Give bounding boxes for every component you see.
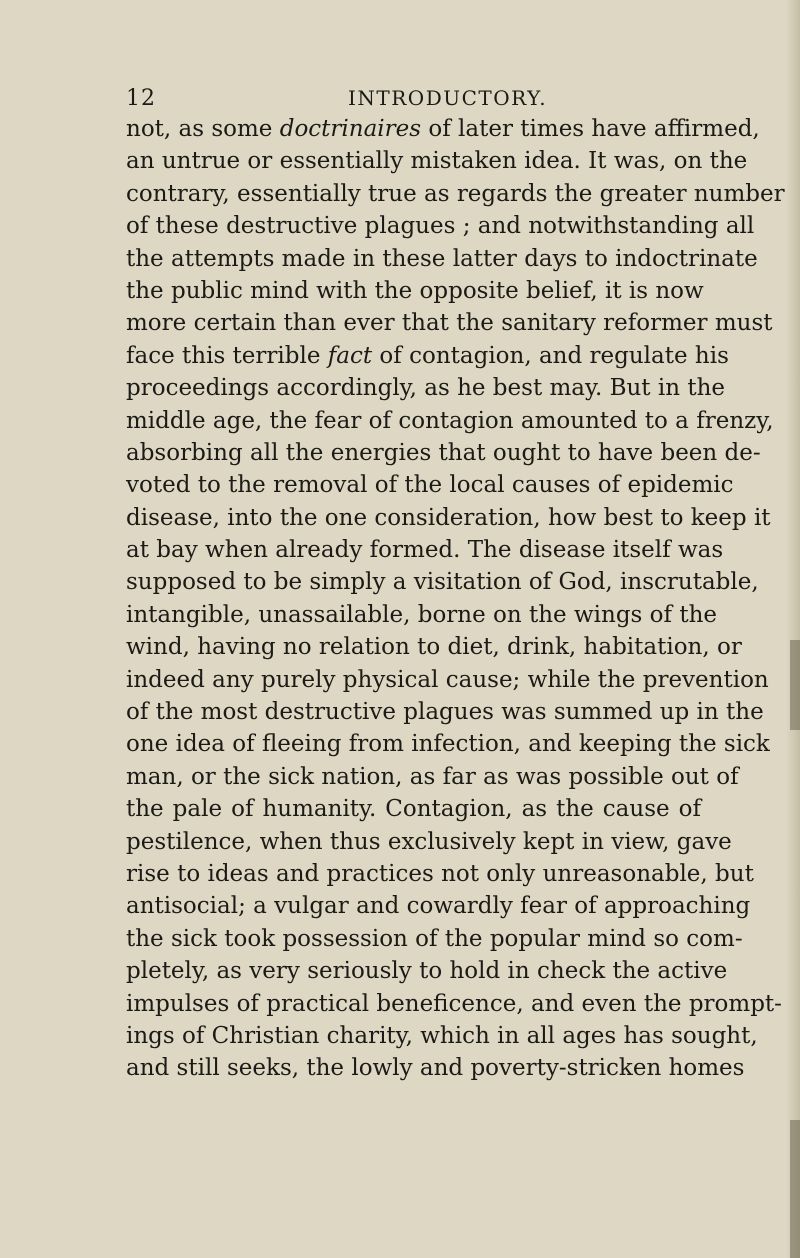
text-line [126, 340, 729, 372]
text-line [126, 664, 769, 696]
text-line [126, 696, 764, 728]
text-line [126, 405, 774, 437]
text-line [126, 275, 704, 307]
page-edge-mark [790, 640, 800, 730]
text-segment: pestilence, when thus exclusively kept in view, gave [126, 828, 732, 855]
text-line [126, 728, 770, 760]
text-segment: voted to the removal of the local causes of epidemic [126, 472, 734, 499]
text-line [126, 307, 773, 339]
text-line [126, 858, 754, 890]
text-line [126, 469, 734, 501]
text-line [126, 599, 718, 631]
text-segment: absorbing all the energies that ought to have been de- [126, 439, 761, 466]
text-segment: of these destructive plagues ; and notwithstanding all [126, 213, 755, 240]
text-line [126, 534, 724, 566]
text-line [126, 178, 785, 210]
text-line [126, 1020, 758, 1052]
text-segment: rise to ideas and practices not only unreasonable, but [126, 860, 754, 887]
text-segment: the attempts made in these latter days to indoctrinate [126, 245, 758, 272]
text-segment: the public mind with the opposite belief, it is now [126, 277, 704, 304]
text-segment: more certain than ever that the sanitary reformer must [126, 310, 773, 337]
text-line [126, 566, 759, 598]
text-line [126, 923, 743, 955]
text-segment: one idea of fleeing from infection, and keeping the sick [126, 731, 770, 758]
text-segment: contrary, essentially true as regards the greater number [126, 180, 785, 207]
text-line [126, 793, 701, 825]
page-header [126, 86, 686, 116]
page-edge-mark [790, 1120, 800, 1258]
text-line [126, 761, 739, 793]
text-segment: face this terrible [126, 342, 328, 369]
text-segment: intangible, unassailable, borne on the wings of the [126, 601, 718, 628]
text-line [126, 210, 755, 242]
text-segment: disease, into the one consideration, how best to keep it [126, 504, 771, 531]
italic-text: fact [327, 342, 373, 369]
text-segment: an untrue or essentially mistaken idea. It was, on the [126, 148, 748, 175]
text-segment: supposed to be simply a visitation of God, inscrutable, [126, 569, 759, 596]
text-line [126, 437, 761, 469]
text-line [126, 502, 771, 534]
text-line [126, 1052, 745, 1084]
text-line [126, 243, 758, 275]
text-segment: pletely, as very seriously to hold in check the active [126, 958, 728, 985]
italic-text: doctrinaires [279, 116, 422, 142]
text-segment: wind, having no relation to diet, drink, habitation, or [126, 634, 742, 661]
text-line [126, 145, 748, 177]
text-line [126, 988, 782, 1020]
text-line [126, 631, 742, 663]
text-segment: at bay when already formed. The disease itself was [126, 537, 724, 564]
running-head: INTRODUCTORY. [348, 86, 548, 110]
text-line [126, 372, 725, 404]
page-edge-shadow [786, 0, 800, 1258]
text-segment: the pale of humanity. Contagion, as the cause of [126, 796, 701, 823]
text-segment: middle age, the fear of contagion amounted to a frenzy, [126, 407, 774, 434]
page-number: 12 [126, 86, 156, 111]
text-line [126, 890, 751, 922]
text-segment: proceedings accordingly, as he best may. But in the [126, 375, 725, 402]
text-segment: of the most destructive plagues was summed up in the [126, 699, 764, 726]
text-segment: man, or the sick nation, as far as was possible out of [126, 763, 739, 790]
text-line [126, 826, 732, 858]
text-segment: impulses of practical beneficence, and even the prompt- [126, 990, 782, 1017]
text-segment: ings of Christian charity, which in all ages has sought, [126, 1022, 758, 1049]
text-segment: the sick took possession of the popular mind so com- [126, 925, 743, 952]
text-segment: of contagion, and regulate his [372, 342, 729, 369]
body-text [126, 113, 785, 1085]
text-segment: indeed any purely physical cause; while the prevention [126, 666, 769, 693]
text-segment: and still seeks, the lowly and poverty-stricken homes [126, 1055, 745, 1082]
text-segment: not, as some [126, 116, 280, 142]
text-segment: antisocial; a vulgar and cowardly fear of approaching [126, 893, 751, 920]
text-line [126, 113, 760, 145]
text-line [126, 955, 728, 987]
text-segment: of later times have affirmed, [421, 116, 760, 142]
